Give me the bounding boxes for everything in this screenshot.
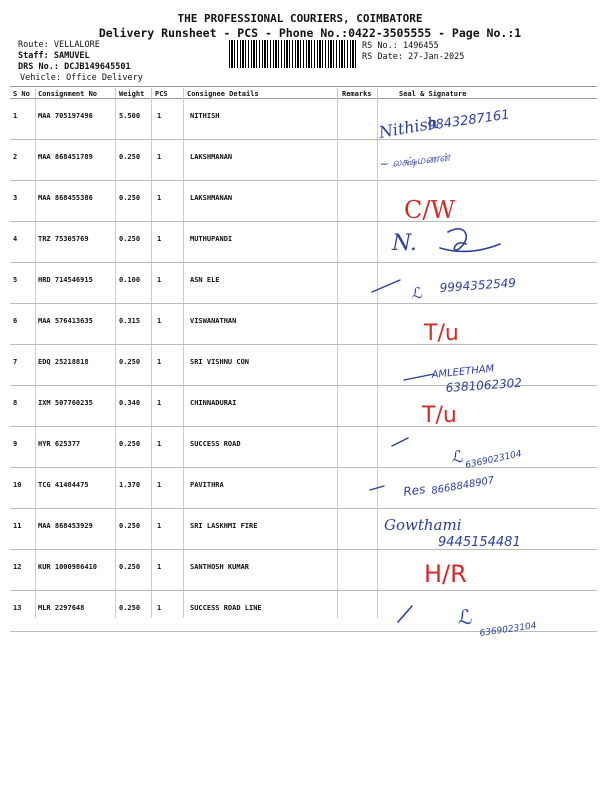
table-row bbox=[0, 222, 600, 263]
row-weight: 0.100 bbox=[119, 276, 141, 284]
phone-row13: 6369023104 bbox=[479, 621, 538, 639]
row-consignee: VISWANATHAN bbox=[190, 317, 237, 325]
rs-date-line bbox=[362, 52, 464, 62]
row-weight: 0.250 bbox=[119, 522, 141, 530]
row-weight: 0.250 bbox=[119, 358, 141, 366]
table-row bbox=[0, 304, 600, 345]
phone-row1: 9843287161 bbox=[426, 107, 511, 134]
col-consignee: Consignee Details bbox=[187, 90, 259, 98]
rs-date-label: RS Date: bbox=[362, 52, 403, 62]
row-consignee: LAKSHMANAN bbox=[190, 153, 233, 161]
row-sno: 3 bbox=[13, 194, 18, 202]
phone-row10: 8668848907 bbox=[430, 475, 496, 497]
col-sno: S No bbox=[13, 90, 30, 98]
row-consignee: SUCCESS ROAD LINE bbox=[190, 604, 262, 612]
row-consignee: NITHISH bbox=[190, 112, 220, 120]
row-pcs: 1 bbox=[157, 481, 162, 489]
row-consignee: ASN ELE bbox=[190, 276, 220, 284]
row-consignee: LAKSHMANAN bbox=[190, 194, 233, 202]
staff-label: Staff: bbox=[18, 51, 49, 61]
row-weight: 0.250 bbox=[119, 235, 141, 243]
row-sno: 4 bbox=[13, 235, 18, 243]
staff-value: SAMUVEL bbox=[53, 51, 90, 61]
row-pcs: 1 bbox=[157, 317, 162, 325]
row-consignee: PAVITHRA bbox=[190, 481, 224, 489]
row-consignment-no: MAA 868453929 bbox=[38, 522, 93, 530]
row-sno: 5 bbox=[13, 276, 18, 284]
signature-row2: ~ லக்ஷ்மணன் bbox=[378, 150, 451, 171]
row-weight: 0.315 bbox=[119, 317, 141, 325]
row-consignee: SUCCESS ROAD bbox=[190, 440, 241, 448]
row-consignee: MUTHUPANDI bbox=[190, 235, 233, 243]
stamp-row6: T/u bbox=[424, 321, 459, 346]
drs-value: DCJB149645501 bbox=[64, 62, 131, 72]
row-consignment-no: MAA 868455386 bbox=[38, 194, 93, 202]
col-pcs: PCS bbox=[155, 90, 168, 98]
signature-row9: ℒ bbox=[452, 447, 464, 466]
barcode bbox=[229, 40, 357, 68]
row-consignment-no: IXM 507760235 bbox=[38, 399, 93, 407]
signature-row4: N. bbox=[392, 231, 417, 256]
row-pcs: 1 bbox=[157, 604, 162, 612]
rs-date-value: 27-Jan-2025 bbox=[408, 52, 465, 62]
row-sno: 13 bbox=[13, 604, 22, 612]
row-consignee: SRI VISHNU CON bbox=[190, 358, 250, 366]
col-seal-signature: Seal & Signature bbox=[399, 90, 467, 98]
row-pcs: 1 bbox=[157, 399, 162, 407]
row-consignment-no: HRD 714546915 bbox=[38, 276, 93, 284]
table-row bbox=[0, 509, 600, 550]
row-consignment-no: MLR 2297648 bbox=[38, 604, 85, 612]
row-pcs: 1 bbox=[157, 153, 162, 161]
drs-label: DRS No.: bbox=[18, 62, 59, 72]
phone-row5: 9994352549 bbox=[439, 275, 517, 295]
col-remarks: Remarks bbox=[342, 90, 372, 98]
stamp-row8: T/u bbox=[422, 403, 457, 428]
row-sno: 9 bbox=[13, 440, 18, 448]
signature-gowthami: Gowthami bbox=[384, 516, 462, 534]
rs-no-label: RS No.: bbox=[362, 41, 398, 51]
drs-line bbox=[18, 62, 131, 72]
table-row bbox=[0, 550, 600, 591]
table-row bbox=[0, 99, 600, 140]
row-consignee: SRI LASKHMI FIRE bbox=[190, 522, 258, 530]
signature-nithish: Nithish bbox=[377, 112, 440, 142]
table-row bbox=[0, 140, 600, 181]
row-pcs: 1 bbox=[157, 276, 162, 284]
row-sno: 8 bbox=[13, 399, 18, 407]
header-rule-top bbox=[10, 86, 597, 87]
signature-row5: ℒ bbox=[412, 284, 423, 302]
row-sno: 2 bbox=[13, 153, 18, 161]
phone-row7: 6381062302 bbox=[445, 375, 523, 395]
row-consignment-no: TRZ 75305769 bbox=[38, 235, 89, 243]
route-label: Route: bbox=[18, 40, 49, 50]
row-consignment-no: MAA 705197496 bbox=[38, 112, 93, 120]
staff-line bbox=[18, 51, 90, 61]
row-sno: 12 bbox=[13, 563, 22, 571]
stamp-row12: H/R bbox=[424, 560, 467, 588]
table-row bbox=[0, 591, 600, 632]
name-row10: Res bbox=[402, 482, 427, 499]
row-consignee: SANTHOSH KUMAR bbox=[190, 563, 250, 571]
row-sno: 6 bbox=[13, 317, 18, 325]
company-title: THE PROFESSIONAL COURIERS, COIMBATORE bbox=[177, 12, 423, 25]
row-consignment-no: MAA 868451789 bbox=[38, 153, 93, 161]
row-weight: 0.250 bbox=[119, 604, 141, 612]
row-pcs: 1 bbox=[157, 112, 162, 120]
row-pcs: 1 bbox=[157, 358, 162, 366]
vehicle-line bbox=[20, 73, 143, 83]
rs-no-value: 1496455 bbox=[402, 41, 439, 51]
row-weight: 0.250 bbox=[119, 563, 141, 571]
row-consignment-no: KUR 1000986410 bbox=[38, 563, 98, 571]
stamp-row3: C/W bbox=[404, 196, 456, 224]
table-row bbox=[0, 468, 600, 509]
row-weight: 5.500 bbox=[119, 112, 141, 120]
phone-row9: 6369023104 bbox=[464, 449, 523, 471]
row-consignment-no: TCG 41484475 bbox=[38, 481, 89, 489]
row-weight: 0.340 bbox=[119, 399, 141, 407]
runsheet-subtitle: Delivery Runsheet - PCS - Phone No.:0422-3505555 - Page No.:1 bbox=[98, 26, 522, 40]
row-pcs: 1 bbox=[157, 522, 162, 530]
row-sno: 10 bbox=[13, 481, 22, 489]
route-value: VELLALORE bbox=[53, 40, 100, 50]
row-sno: 7 bbox=[13, 358, 18, 366]
row-pcs: 1 bbox=[157, 194, 162, 202]
col-consignment: Consignment No bbox=[38, 90, 98, 98]
route-line bbox=[18, 40, 100, 50]
row-weight: 0.250 bbox=[119, 440, 141, 448]
row-sno: 11 bbox=[13, 522, 22, 530]
row-weight: 1.370 bbox=[119, 481, 141, 489]
row-weight: 0.250 bbox=[119, 153, 141, 161]
col-weight: Weight bbox=[119, 90, 145, 98]
row-pcs: 1 bbox=[157, 563, 162, 571]
name-row7: AMLEETHAM bbox=[431, 363, 495, 381]
signature-row13: ℒ bbox=[458, 605, 473, 629]
row-consignment-no: MAA 576413635 bbox=[38, 317, 93, 325]
vehicle-value: Office Delivery bbox=[66, 73, 143, 83]
row-pcs: 1 bbox=[157, 235, 162, 243]
table-row bbox=[0, 427, 600, 468]
row-consignment-no: HYR 625377 bbox=[38, 440, 81, 448]
table-row bbox=[0, 263, 600, 304]
row-sno: 1 bbox=[13, 112, 18, 120]
row-divider bbox=[10, 631, 597, 632]
table-row bbox=[0, 181, 600, 222]
row-consignee: CHINNADURAI bbox=[190, 399, 237, 407]
row-pcs: 1 bbox=[157, 440, 162, 448]
table-row bbox=[0, 386, 600, 427]
row-consignment-no: EDQ 25218818 bbox=[38, 358, 89, 366]
rs-no-line bbox=[362, 41, 439, 51]
row-weight: 0.250 bbox=[119, 194, 141, 202]
vehicle-label: Vehicle: bbox=[20, 73, 61, 83]
table-row bbox=[0, 345, 600, 386]
phone-row11: 9445154481 bbox=[438, 535, 521, 550]
